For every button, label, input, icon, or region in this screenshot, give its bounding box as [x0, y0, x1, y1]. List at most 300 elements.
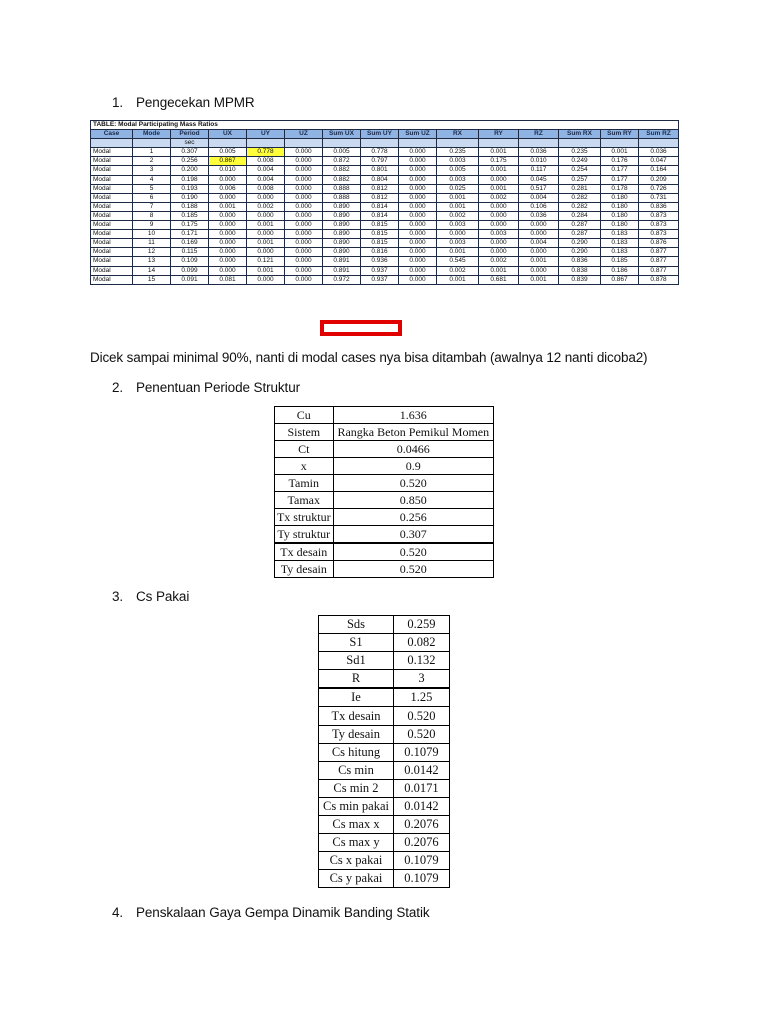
row-label: S1 [319, 634, 394, 652]
column-header: UX [209, 130, 247, 139]
value-cell: 2 [133, 157, 171, 166]
value-cell: 0.000 [285, 211, 323, 220]
row-value: 1.25 [393, 688, 449, 707]
table-row [91, 221, 679, 230]
value-cell: 0.175 [171, 221, 209, 230]
row-value: 0.082 [393, 634, 449, 652]
row-value: 0.9 [333, 458, 493, 475]
section-heading-4 [112, 905, 430, 920]
table-row [91, 193, 679, 202]
value-cell: 0.121 [247, 257, 285, 266]
value-cell: 0.186 [601, 266, 639, 275]
value-cell: 0.877 [639, 257, 679, 266]
row-label: Cs x pakai [319, 852, 394, 870]
table-row [91, 202, 679, 211]
value-cell: 0.000 [209, 230, 247, 239]
section-heading-3 [112, 589, 189, 604]
value-cell: 6 [133, 193, 171, 202]
value-cell: 0.004 [519, 239, 559, 248]
unit-cell [437, 139, 479, 148]
value-cell: 0.036 [639, 148, 679, 157]
row-label: Ty struktur [275, 526, 334, 544]
value-cell: 0.003 [437, 221, 479, 230]
value-cell: 0.838 [559, 266, 601, 275]
row-label: Cu [275, 407, 334, 424]
row-value: 0.0466 [333, 441, 493, 458]
table-row [319, 852, 450, 870]
table-row [275, 543, 494, 561]
row-value: 0.520 [333, 561, 493, 578]
table-row [275, 561, 494, 578]
value-cell: 0.000 [285, 266, 323, 275]
row-label: Cs min pakai [319, 797, 394, 815]
value-cell: 0.004 [247, 175, 285, 184]
value-cell: 0.000 [399, 211, 437, 220]
table-row [275, 424, 494, 441]
value-cell: 0.000 [399, 275, 437, 284]
value-cell: 0.117 [519, 166, 559, 175]
value-cell: 0.008 [247, 184, 285, 193]
table-row [91, 239, 679, 248]
value-cell: 0.183 [601, 230, 639, 239]
value-cell: 0.171 [171, 230, 209, 239]
value-cell: 0.001 [479, 148, 519, 157]
value-cell: 0.000 [479, 239, 519, 248]
table-row [91, 175, 679, 184]
value-cell: 0.006 [209, 184, 247, 193]
row-label: Tamax [275, 492, 334, 509]
value-cell: 0.091 [171, 275, 209, 284]
value-cell: 0.180 [601, 221, 639, 230]
value-cell: 0.000 [209, 248, 247, 257]
value-cell: 0.036 [519, 211, 559, 220]
value-cell: 0.002 [479, 257, 519, 266]
row-label: Tamin [275, 475, 334, 492]
table-row [275, 407, 494, 424]
value-cell: 11 [133, 239, 171, 248]
value-cell: 0.545 [437, 257, 479, 266]
value-cell: 0.003 [437, 175, 479, 184]
case-cell: Modal [91, 166, 133, 175]
value-cell: 0.000 [285, 166, 323, 175]
row-label: R [319, 670, 394, 689]
value-cell: 0.000 [399, 248, 437, 257]
table-row [275, 475, 494, 492]
table-units-row [91, 139, 679, 148]
table-row [319, 779, 450, 797]
value-cell: 0.001 [519, 275, 559, 284]
value-cell: 0.010 [209, 166, 247, 175]
row-value: 0.1079 [393, 743, 449, 761]
value-cell: 0.878 [639, 275, 679, 284]
row-label: Cs hitung [319, 743, 394, 761]
value-cell: 0.004 [519, 193, 559, 202]
row-value: 0.520 [333, 543, 493, 561]
column-header: RZ [519, 130, 559, 139]
table-row [319, 797, 450, 815]
unit-cell: sec [171, 139, 209, 148]
value-cell: 0.000 [479, 202, 519, 211]
value-cell: 0.183 [601, 239, 639, 248]
section-title: Pengecekan MPMR [136, 95, 255, 110]
value-cell: 0.164 [639, 166, 679, 175]
value-cell: 0.000 [209, 257, 247, 266]
value-cell: 0.001 [519, 257, 559, 266]
value-cell: 0.178 [601, 184, 639, 193]
row-label: Cs min [319, 761, 394, 779]
case-cell: Modal [91, 193, 133, 202]
value-cell: 0.972 [323, 275, 361, 284]
column-header: RY [479, 130, 519, 139]
row-label: Tx desain [275, 543, 334, 561]
value-cell: 0.001 [209, 202, 247, 211]
row-value: Rangka Beton Pemikul Momen [333, 424, 493, 441]
row-label: Tx struktur [275, 509, 334, 526]
note-paragraph: Dicek sampai minimal 90%, nanti di modal cases nya bisa ditambah (awalnya 12 nanti dicoba2) [90, 350, 648, 365]
value-cell: 0.000 [437, 230, 479, 239]
value-cell: 0.731 [639, 193, 679, 202]
value-cell: 0.000 [285, 184, 323, 193]
unit-cell [639, 139, 679, 148]
unit-cell [601, 139, 639, 148]
value-cell: 0.005 [323, 148, 361, 157]
value-cell: 0.000 [209, 211, 247, 220]
sum-threshold-highlight-box [320, 320, 402, 336]
value-cell: 0.000 [399, 184, 437, 193]
value-cell: 0.000 [399, 193, 437, 202]
row-value: 0.520 [393, 707, 449, 725]
value-cell: 0.257 [559, 175, 601, 184]
value-cell: 0.002 [437, 211, 479, 220]
row-label: Sd1 [319, 652, 394, 670]
value-cell: 0.873 [639, 211, 679, 220]
table-title: TABLE: Modal Participating Mass Ratios [91, 121, 679, 130]
row-value: 0.0171 [393, 779, 449, 797]
value-cell: 0.890 [323, 221, 361, 230]
value-cell: 0.000 [399, 166, 437, 175]
value-cell: 0.937 [361, 275, 399, 284]
unit-cell [285, 139, 323, 148]
value-cell: 0.000 [399, 157, 437, 166]
table-row [319, 725, 450, 743]
value-cell: 0.891 [323, 257, 361, 266]
value-cell: 0.726 [639, 184, 679, 193]
value-cell: 0.890 [323, 248, 361, 257]
column-header: Sum RY [601, 130, 639, 139]
value-cell: 0.193 [171, 184, 209, 193]
table-row [319, 707, 450, 725]
column-header: UY [247, 130, 285, 139]
table-row [275, 509, 494, 526]
value-cell: 0.888 [323, 184, 361, 193]
section-title: Penentuan Periode Struktur [136, 380, 301, 395]
row-value: 0.1079 [393, 870, 449, 888]
value-cell: 0.176 [601, 157, 639, 166]
value-cell: 0.937 [361, 266, 399, 275]
case-cell: Modal [91, 221, 133, 230]
row-value: 0.1079 [393, 852, 449, 870]
value-cell: 0.185 [171, 211, 209, 220]
unit-cell [361, 139, 399, 148]
value-cell: 0.175 [479, 157, 519, 166]
value-cell: 0.002 [479, 193, 519, 202]
value-cell: 0.000 [209, 193, 247, 202]
value-cell: 0.001 [437, 275, 479, 284]
column-header: Sum RZ [639, 130, 679, 139]
section-number: 1. [112, 95, 124, 110]
value-cell: 0.882 [323, 166, 361, 175]
value-cell: 0.036 [519, 148, 559, 157]
row-value: 0.850 [333, 492, 493, 509]
case-cell: Modal [91, 184, 133, 193]
column-header: Period [171, 130, 209, 139]
value-cell: 0.936 [361, 257, 399, 266]
table-row [91, 148, 679, 157]
value-cell: 0.681 [479, 275, 519, 284]
value-cell: 0.287 [559, 230, 601, 239]
table-row [319, 652, 450, 670]
value-cell: 0.005 [209, 148, 247, 157]
table-row [319, 870, 450, 888]
value-cell: 0.778 [361, 148, 399, 157]
value-cell: 0.001 [479, 184, 519, 193]
value-cell: 4 [133, 175, 171, 184]
case-cell: Modal [91, 148, 133, 157]
value-cell: 0.873 [639, 230, 679, 239]
value-cell: 0.000 [285, 239, 323, 248]
value-cell: 0.867 [209, 157, 247, 166]
row-value: 0.2076 [393, 816, 449, 834]
row-value: 0.0142 [393, 797, 449, 815]
table-row [275, 526, 494, 544]
section-title: Cs Pakai [136, 589, 190, 604]
value-cell: 0.115 [171, 248, 209, 257]
value-cell: 0.778 [247, 148, 285, 157]
value-cell: 0.867 [601, 275, 639, 284]
value-cell: 0.000 [519, 221, 559, 230]
table-row [91, 211, 679, 220]
value-cell: 0.000 [519, 230, 559, 239]
row-label: Tx desain [319, 707, 394, 725]
value-cell: 0.290 [559, 239, 601, 248]
row-label: Sistem [275, 424, 334, 441]
value-cell: 7 [133, 202, 171, 211]
modal-mass-ratio-table [90, 120, 679, 285]
unit-cell [479, 139, 519, 148]
value-cell: 0.882 [323, 175, 361, 184]
value-cell: 0.877 [639, 266, 679, 275]
table-row [319, 616, 450, 634]
value-cell: 0.812 [361, 184, 399, 193]
value-cell: 0.000 [247, 193, 285, 202]
table-row [91, 275, 679, 284]
table-row [319, 670, 450, 689]
value-cell: 0.001 [437, 193, 479, 202]
value-cell: 0.200 [171, 166, 209, 175]
row-value: 0.307 [333, 526, 493, 544]
value-cell: 0.003 [437, 157, 479, 166]
value-cell: 0.000 [209, 175, 247, 184]
table-row [91, 266, 679, 275]
section-number: 3. [112, 589, 124, 604]
unit-cell [209, 139, 247, 148]
value-cell: 0.209 [639, 175, 679, 184]
value-cell: 0.000 [479, 211, 519, 220]
value-cell: 0.106 [519, 202, 559, 211]
value-cell: 12 [133, 248, 171, 257]
table-row [91, 157, 679, 166]
case-cell: Modal [91, 202, 133, 211]
case-cell: Modal [91, 239, 133, 248]
value-cell: 0.839 [559, 275, 601, 284]
column-header: Sum UZ [399, 130, 437, 139]
value-cell: 10 [133, 230, 171, 239]
table-row [319, 761, 450, 779]
value-cell: 0.045 [519, 175, 559, 184]
table-row [319, 743, 450, 761]
value-cell: 0.282 [559, 202, 601, 211]
table-row [91, 166, 679, 175]
table-row [91, 257, 679, 266]
value-cell: 0.815 [361, 221, 399, 230]
value-cell: 0.814 [361, 202, 399, 211]
table-row [91, 230, 679, 239]
value-cell: 0.254 [559, 166, 601, 175]
value-cell: 0.001 [247, 266, 285, 275]
column-header: Mode [133, 130, 171, 139]
value-cell: 0.000 [247, 230, 285, 239]
case-cell: Modal [91, 157, 133, 166]
value-cell: 0.873 [639, 221, 679, 230]
table-row [319, 834, 450, 852]
value-cell: 0.183 [601, 248, 639, 257]
value-cell: 0.001 [247, 239, 285, 248]
value-cell: 0.000 [247, 248, 285, 257]
value-cell: 0.047 [639, 157, 679, 166]
value-cell: 0.002 [247, 202, 285, 211]
case-cell: Modal [91, 211, 133, 220]
value-cell: 0.000 [285, 230, 323, 239]
value-cell: 15 [133, 275, 171, 284]
value-cell: 0.284 [559, 211, 601, 220]
table-row [91, 248, 679, 257]
value-cell: 0.000 [209, 221, 247, 230]
unit-cell [399, 139, 437, 148]
value-cell: 0.000 [399, 257, 437, 266]
value-cell: 0.836 [559, 257, 601, 266]
case-cell: Modal [91, 257, 133, 266]
value-cell: 0.109 [171, 257, 209, 266]
value-cell: 0.190 [171, 193, 209, 202]
unit-cell [559, 139, 601, 148]
row-label: Ct [275, 441, 334, 458]
table-title-row [91, 121, 679, 130]
row-value: 0.0142 [393, 761, 449, 779]
value-cell: 0.000 [285, 248, 323, 257]
value-cell: 0.804 [361, 175, 399, 184]
column-header: RX [437, 130, 479, 139]
table-row [91, 184, 679, 193]
row-value: 0.520 [333, 475, 493, 492]
row-label: Sds [319, 616, 394, 634]
value-cell: 0.177 [601, 166, 639, 175]
row-value: 1.636 [333, 407, 493, 424]
column-header: UZ [285, 130, 323, 139]
row-label: Ty desain [275, 561, 334, 578]
value-cell: 0.517 [519, 184, 559, 193]
section-heading-1 [112, 95, 255, 110]
value-cell: 5 [133, 184, 171, 193]
value-cell: 8 [133, 211, 171, 220]
value-cell: 13 [133, 257, 171, 266]
value-cell: 0.287 [559, 221, 601, 230]
row-value: 0.259 [393, 616, 449, 634]
value-cell: 0.000 [399, 239, 437, 248]
value-cell: 0.000 [479, 248, 519, 257]
row-label: Cs y pakai [319, 870, 394, 888]
value-cell: 0.814 [361, 211, 399, 220]
value-cell: 0.002 [437, 266, 479, 275]
value-cell: 0.000 [399, 266, 437, 275]
value-cell: 0.169 [171, 239, 209, 248]
value-cell: 0.877 [639, 248, 679, 257]
row-label: Cs max x [319, 816, 394, 834]
value-cell: 0.001 [437, 202, 479, 211]
case-cell: Modal [91, 230, 133, 239]
value-cell: 0.815 [361, 239, 399, 248]
value-cell: 0.816 [361, 248, 399, 257]
row-label: Ty desain [319, 725, 394, 743]
value-cell: 0.891 [323, 266, 361, 275]
value-cell: 0.025 [437, 184, 479, 193]
section-title: Penskalaan Gaya Gempa Dinamik Banding Statik [136, 905, 430, 920]
value-cell: 0.890 [323, 239, 361, 248]
table-row [275, 441, 494, 458]
case-cell: Modal [91, 275, 133, 284]
value-cell: 0.177 [601, 175, 639, 184]
value-cell: 0.000 [519, 248, 559, 257]
row-value: 3 [393, 670, 449, 689]
value-cell: 0.815 [361, 230, 399, 239]
value-cell: 0.890 [323, 230, 361, 239]
table-row [275, 492, 494, 509]
unit-cell [323, 139, 361, 148]
case-cell: Modal [91, 266, 133, 275]
value-cell: 0.000 [519, 266, 559, 275]
value-cell: 0.081 [209, 275, 247, 284]
value-cell: 0.001 [247, 221, 285, 230]
value-cell: 0.890 [323, 202, 361, 211]
value-cell: 3 [133, 166, 171, 175]
value-cell: 0.000 [285, 202, 323, 211]
value-cell: 0.000 [247, 275, 285, 284]
value-cell: 0.000 [399, 202, 437, 211]
value-cell: 0.876 [639, 239, 679, 248]
value-cell: 0.000 [399, 221, 437, 230]
value-cell: 0.000 [399, 148, 437, 157]
value-cell: 0.307 [171, 148, 209, 157]
value-cell: 0.000 [399, 230, 437, 239]
case-cell: Modal [91, 248, 133, 257]
value-cell: 0.180 [601, 202, 639, 211]
row-value: 0.2076 [393, 834, 449, 852]
value-cell: 0.005 [437, 166, 479, 175]
value-cell: 0.001 [437, 248, 479, 257]
value-cell: 0.282 [559, 193, 601, 202]
row-value: 0.132 [393, 652, 449, 670]
case-cell: Modal [91, 175, 133, 184]
value-cell: 0.188 [171, 202, 209, 211]
